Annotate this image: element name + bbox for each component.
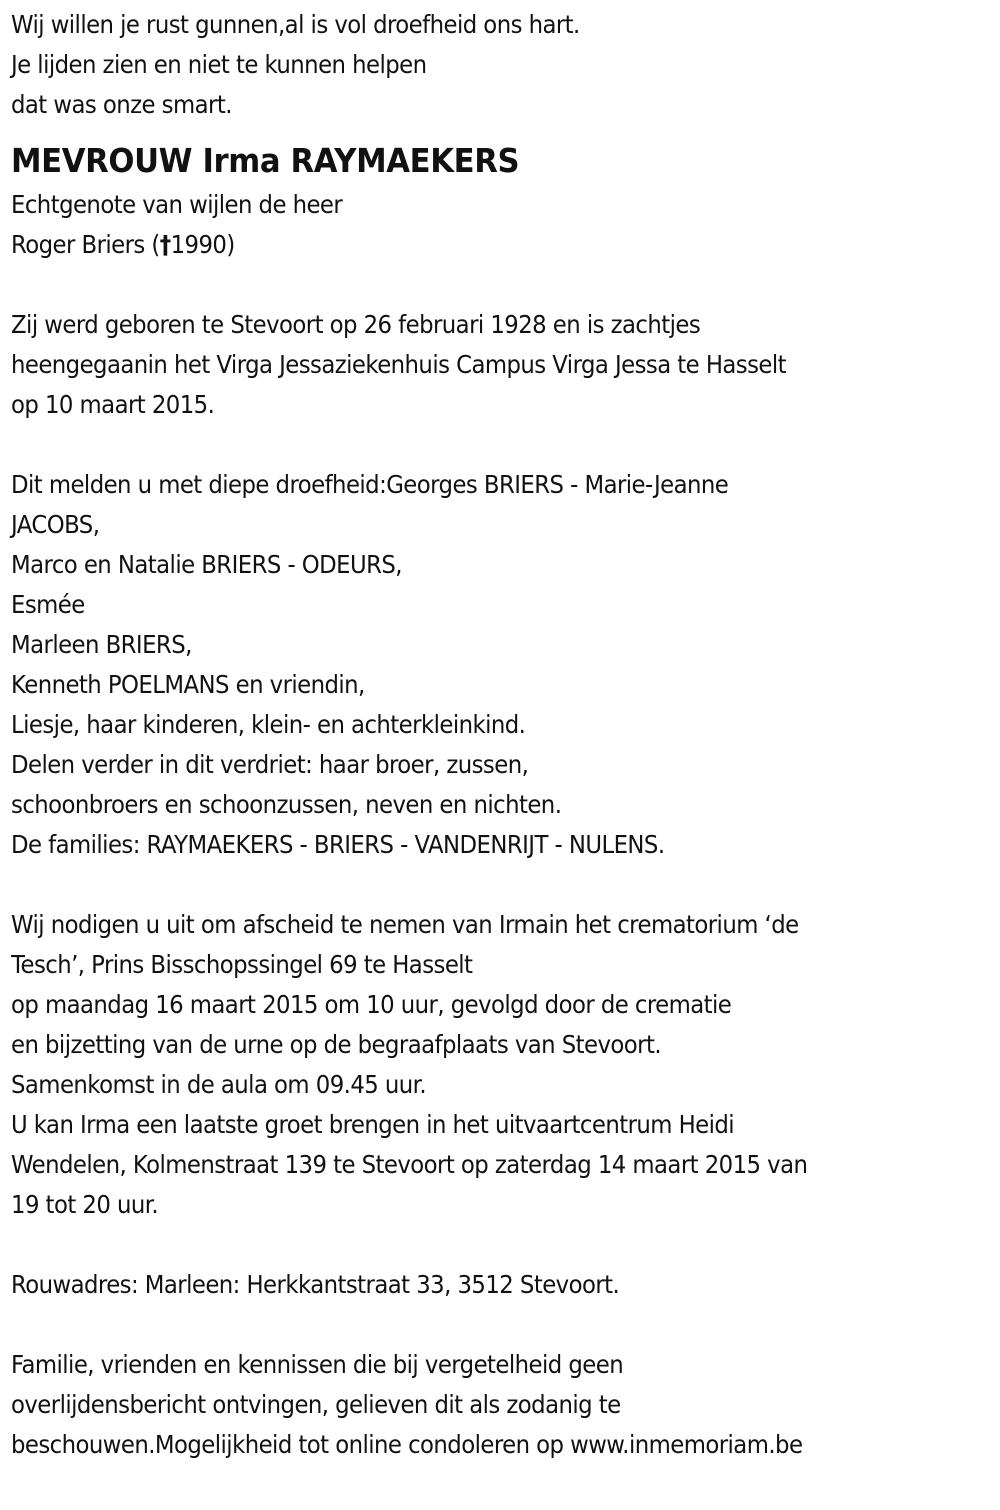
- spacer: [11, 265, 1000, 305]
- paragraph-line: Wendelen, Kolmenstraat 139 te Stevoort op zaterdag 14 maart 2015 van: [11, 1150, 808, 1179]
- spouse-death-year: 1990): [170, 230, 235, 259]
- paragraph-line: De families: RAYMAEKERS - BRIERS - VANDENRIJT - NULENS.: [11, 830, 665, 859]
- spouse-name: Roger Briers (: [11, 230, 160, 259]
- cross-icon: †: [159, 230, 171, 259]
- paragraph-line: 19 tot 20 uur.: [11, 1190, 159, 1219]
- spouse-info: [11, 185, 1000, 265]
- paragraph-line: Kenneth POELMANS en vriendin,: [11, 670, 365, 699]
- paragraph-line: Liesje, haar kinderen, klein- en achterkleinkind.: [11, 710, 526, 739]
- birth-death-paragraph: [11, 305, 1000, 425]
- poem-line: dat was onze smart.: [11, 90, 232, 119]
- paragraph-line: Familie, vrienden en kennissen die bij vergetelheid geen: [11, 1350, 624, 1379]
- paragraph-line: schoonbroers en schoonzussen, neven en nichten.: [11, 790, 562, 819]
- paragraph-line: op 10 maart 2015.: [11, 390, 215, 419]
- paragraph-line: JACOBS,: [11, 510, 100, 539]
- paragraph-line: Tesch’, Prins Bisschopssingel 69 te Hasselt: [11, 950, 473, 979]
- spacer: [11, 425, 1000, 465]
- paragraph-line: Marco en Natalie BRIERS - ODEURS,: [11, 550, 402, 579]
- paragraph-line: beschouwen.Mogelijkheid tot online condoleren op www.inmemoriam.be: [11, 1430, 803, 1459]
- spouse-name-line: [11, 225, 931, 265]
- paragraph-line: heengegaanin het Virga Jessaziekenhuis Campus Virga Jessa te Hasselt: [11, 350, 787, 379]
- paragraph-line: op maandag 16 maart 2015 om 10 uur, gevolgd door de crematie: [11, 990, 732, 1019]
- paragraph-line: Delen verder in dit verdriet: haar broer, zussen,: [11, 750, 529, 779]
- paragraph-line: U kan Irma een laatste groet brengen in het uitvaartcentrum Heidi: [11, 1110, 735, 1139]
- closing-paragraph: [11, 1345, 1000, 1465]
- spacer: [11, 1305, 1000, 1345]
- announcers-paragraph: [11, 465, 1000, 865]
- obituary-document: [11, 5, 1000, 1465]
- paragraph-line: Marleen BRIERS,: [11, 630, 192, 659]
- paragraph-line: Zij werd geboren te Stevoort op 26 februari 1928 en is zachtjes: [11, 310, 701, 339]
- poem: [11, 5, 1000, 125]
- spouse-line: Echtgenote van wijlen de heer: [11, 190, 343, 219]
- mourning-address: Rouwadres: Marleen: Herkkantstraat 33, 3512 Stevoort.: [11, 1270, 620, 1299]
- poem-line: Wij willen je rust gunnen,al is vol droefheid ons hart.: [11, 10, 580, 39]
- paragraph-line: overlijdensbericht ontvingen, gelieven dit als zodanig te: [11, 1390, 621, 1419]
- paragraph-line: Dit melden u met diepe droefheid:Georges BRIERS - Marie-Jeanne: [11, 470, 729, 499]
- ceremony-paragraph: [11, 905, 1000, 1225]
- deceased-name-title: MEVROUW Irma RAYMAEKERS: [11, 141, 520, 180]
- paragraph-line: en bijzetting van de urne op de begraafplaats van Stevoort.: [11, 1030, 662, 1059]
- paragraph-line: Esmée: [11, 590, 85, 619]
- paragraph-line: Wij nodigen u uit om afscheid te nemen van Irmain het crematorium ‘de: [11, 910, 799, 939]
- paragraph-line: Samenkomst in de aula om 09.45 uur.: [11, 1070, 427, 1099]
- spacer: [11, 865, 1000, 905]
- spacer: [11, 1225, 1000, 1265]
- poem-line: Je lijden zien en niet te kunnen helpen: [11, 50, 427, 79]
